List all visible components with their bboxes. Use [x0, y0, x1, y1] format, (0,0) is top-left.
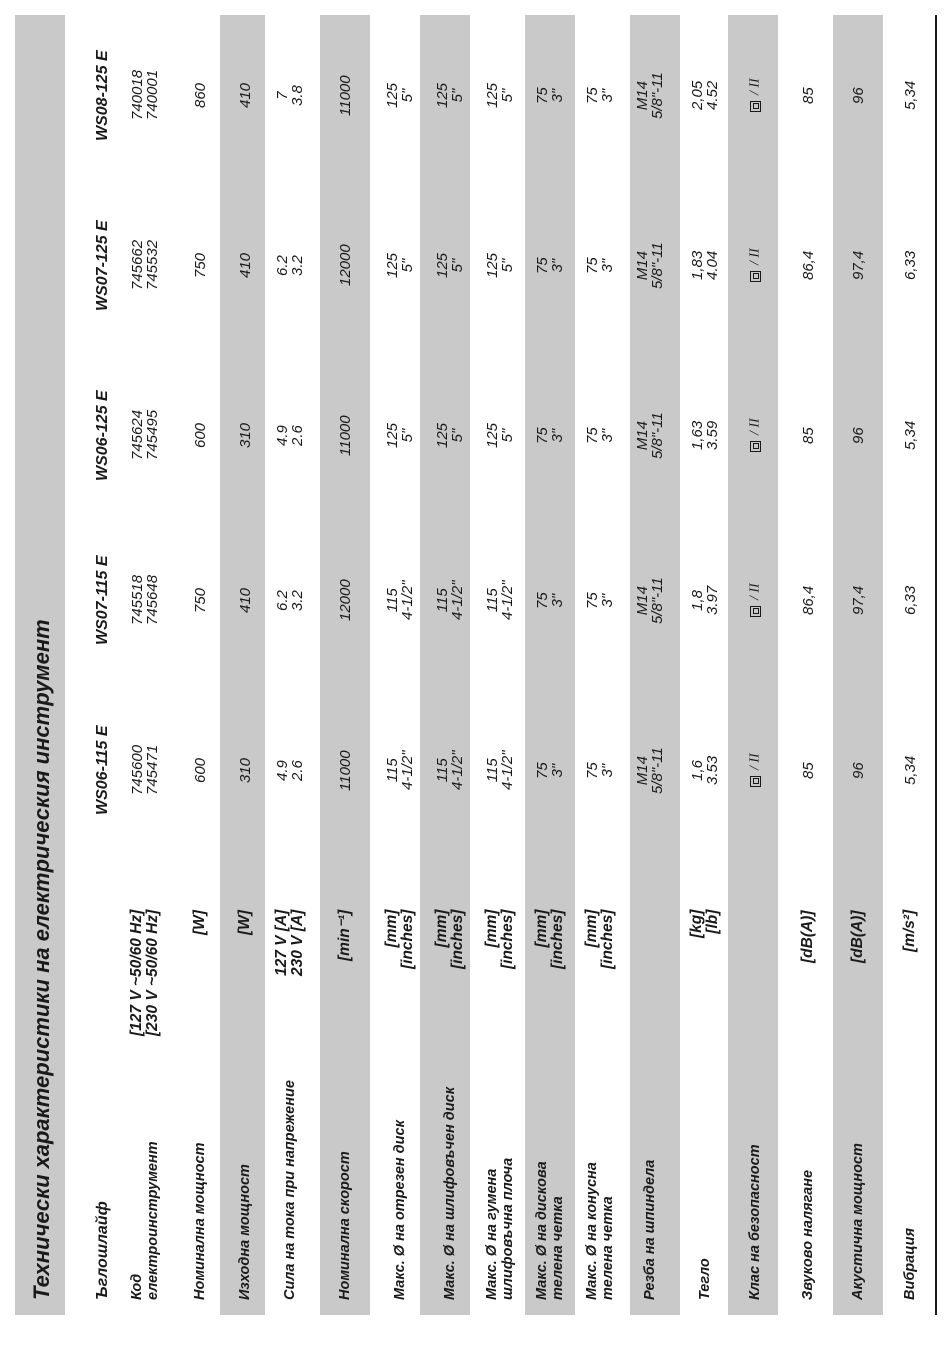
row-band — [525, 15, 575, 1315]
model-header: WS08-125 E — [94, 49, 111, 141]
cell-value: 745662 745532 — [129, 239, 161, 290]
row-unit: [dB(A)] — [849, 910, 866, 963]
cell-value: 5,34 — [901, 755, 919, 785]
cell-value: 125 5" — [484, 252, 516, 278]
double-insulation-icon — [750, 606, 761, 617]
row-label: Звуково налягане — [800, 1169, 816, 1300]
cell-value: 11000 — [336, 749, 354, 791]
row-unit: [dB(A)] — [799, 910, 816, 963]
cell-value: 5,34 — [901, 420, 919, 450]
model-header: WS07-115 E — [94, 555, 111, 645]
cell-value: 75 3" — [534, 591, 566, 609]
cell-value: 86,4 — [799, 250, 817, 280]
cell-value: M14 5/8"-11 — [634, 411, 666, 459]
cell-value: 600 — [191, 757, 209, 783]
double-insulation-icon — [750, 441, 761, 452]
double-insulation-icon — [750, 776, 761, 787]
cell-value: 5,34 — [901, 80, 919, 110]
cell-value: 750 — [191, 587, 209, 613]
cell-value: M14 5/8"-11 — [634, 71, 666, 119]
row-unit: [W] — [236, 910, 253, 935]
cell-value: 125 5" — [434, 422, 466, 448]
cell-value: 97,4 — [849, 585, 867, 615]
cell-value: 115 4-1/2" — [484, 580, 516, 620]
cell-value: 410 — [236, 82, 254, 108]
cell-value: 97,4 — [849, 250, 867, 280]
cell-value: 125 5" — [384, 422, 416, 448]
cell-value: 75 3" — [534, 761, 566, 779]
cell-value: 75 3" — [534, 256, 566, 274]
cell-value: 745624 745495 — [129, 409, 161, 460]
header-label: Ъглошлайф — [94, 1201, 111, 1300]
cell-value: 115 4-1/2" — [484, 750, 516, 790]
cell-value: 600 — [191, 422, 209, 448]
model-header: WS06-115 E — [94, 725, 111, 815]
cell-value: 6,33 — [901, 250, 919, 280]
cell-value: 750 — [191, 252, 209, 278]
class-value: / II — [747, 418, 763, 452]
row-unit: [kg] [lb] — [688, 909, 721, 938]
row-unit: [min⁻¹] — [336, 909, 353, 961]
row-label: Акустична мощност — [850, 1143, 866, 1300]
cell-value: 6.2 3.2 — [274, 589, 306, 611]
page-title: Технически характеристики на електрическия инструмент — [29, 619, 54, 1300]
row-band — [630, 15, 680, 1315]
row-label: Макс. Ø на конусна телена четка — [584, 1162, 616, 1300]
cell-value: 310 — [236, 757, 254, 783]
cell-value: 310 — [236, 422, 254, 448]
row-unit: [mm] [inches] — [433, 909, 466, 969]
row-label: Резба на шпиндела — [642, 1159, 658, 1300]
row-unit: [mm] [inches] — [483, 909, 516, 969]
cell-value: 85 — [799, 86, 817, 104]
cell-value: 2,05 4.52 — [689, 80, 721, 110]
cell-value: 12000 — [336, 244, 354, 286]
cell-value: M14 5/8"-11 — [634, 241, 666, 289]
row-unit: [mm] [inches] — [533, 909, 566, 969]
class-value: / II — [747, 78, 763, 112]
cell-value: 1,8 3.97 — [689, 585, 721, 615]
cell-value: 11000 — [336, 74, 354, 116]
cell-value: 1,83 4.04 — [689, 250, 721, 280]
row-label: Изходна мощност — [237, 1164, 253, 1300]
row-band — [728, 15, 778, 1315]
cell-value: 6,33 — [901, 585, 919, 615]
cell-value: 4.9 2.6 — [274, 759, 306, 781]
model-header: WS07-125 E — [94, 219, 111, 311]
row-band — [833, 15, 883, 1315]
cell-value: 125 5" — [384, 252, 416, 278]
row-label: Код електроинструмент — [129, 1141, 161, 1300]
cell-value: 12000 — [336, 579, 354, 621]
row-unit: [W] — [191, 910, 208, 935]
cell-value: 75 3" — [584, 426, 616, 444]
row-unit: [m/s²] — [901, 909, 918, 952]
row-label: Вибрация — [902, 1228, 918, 1300]
cell-value: 860 — [191, 82, 209, 108]
cell-value: 75 3" — [584, 761, 616, 779]
bottom-rule — [935, 15, 937, 1315]
cell-value: 745600 745471 — [129, 744, 161, 795]
cell-value: 85 — [799, 426, 817, 444]
row-band — [320, 15, 370, 1315]
cell-value: 6.2 3.2 — [274, 254, 306, 276]
double-insulation-icon — [750, 271, 761, 282]
row-band — [220, 15, 265, 1315]
cell-value: 96 — [849, 426, 867, 444]
cell-value: M14 5/8"-11 — [634, 576, 666, 624]
cell-value: M14 5/8"-11 — [634, 746, 666, 794]
row-unit: 127 V [A] 230 V [A] — [273, 909, 306, 976]
row-label: Макс. Ø на отрезен диск — [392, 1120, 408, 1300]
cell-value: 7 3.8 — [274, 84, 306, 106]
cell-value: 125 5" — [384, 82, 416, 108]
row-label: Тегло — [697, 1258, 713, 1300]
cell-value: 125 5" — [434, 252, 466, 278]
class-value: / II — [747, 753, 763, 787]
class-value: / II — [747, 583, 763, 617]
row-label: Клас на безопасност — [747, 1144, 763, 1300]
cell-value: 75 3" — [534, 426, 566, 444]
row-label: Сила на тока при напрежение — [282, 1080, 298, 1300]
cell-value: 740018 740001 — [129, 69, 161, 120]
cell-value: 11000 — [336, 414, 354, 456]
cell-value: 410 — [236, 587, 254, 613]
cell-value: 4.9 2.6 — [274, 424, 306, 446]
cell-value: 1,6 3.53 — [689, 755, 721, 785]
double-insulation-icon — [750, 101, 761, 112]
cell-value: 125 5" — [484, 422, 516, 448]
cell-value: 75 3" — [584, 591, 616, 609]
cell-value: 86,4 — [799, 585, 817, 615]
cell-value: 96 — [849, 761, 867, 779]
row-unit: [mm] [inches] — [583, 909, 616, 969]
cell-value: 96 — [849, 86, 867, 104]
row-label: Макс. Ø на гумена шлифовъчна плоча — [484, 1157, 516, 1300]
model-header: WS06-125 E — [94, 389, 111, 481]
cell-value: 115 4-1/2" — [384, 750, 416, 790]
cell-value: 1,63 3.59 — [689, 420, 721, 450]
row-label: Номинална мощност — [192, 1142, 208, 1300]
row-label: Макс. Ø на шлифовъчен диск — [442, 1086, 458, 1300]
cell-value: 75 3" — [534, 86, 566, 104]
cell-value: 75 3" — [584, 256, 616, 274]
cell-value: 745518 745648 — [129, 574, 161, 625]
cell-value: 125 5" — [434, 82, 466, 108]
cell-value: 75 3" — [584, 86, 616, 104]
row-label: Макс. Ø на дискова телена четка — [534, 1161, 566, 1300]
cell-value: 115 4-1/2" — [434, 750, 466, 790]
cell-value: 410 — [236, 252, 254, 278]
cell-value: 115 4-1/2" — [434, 580, 466, 620]
class-value: / II — [747, 248, 763, 282]
cell-value: 115 4-1/2" — [384, 580, 416, 620]
row-unit: [mm] [inches] — [383, 909, 416, 969]
cell-value: 125 5" — [484, 82, 516, 108]
cell-value: 85 — [799, 761, 817, 779]
row-label: Номинална скорост — [337, 1151, 353, 1300]
row-unit: [127 V ~50/60 Hz] [230 V ~50/60 Hz] — [128, 909, 161, 1036]
